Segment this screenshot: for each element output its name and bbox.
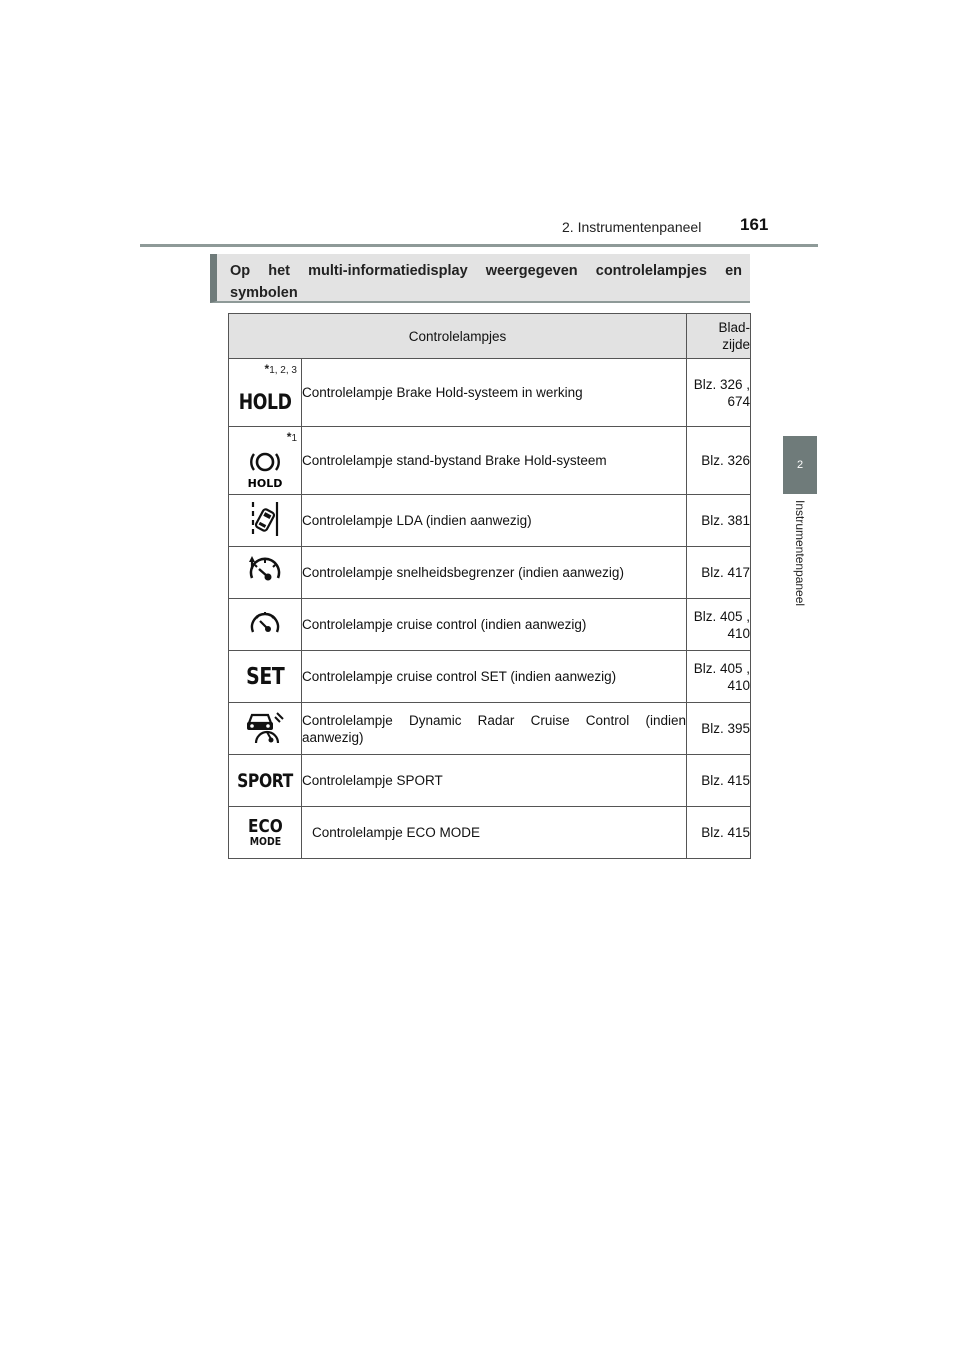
header-rule xyxy=(140,244,818,247)
row-description: Controlelampje Brake Hold-systeem in werking xyxy=(302,359,687,427)
footnote-ref: *1 xyxy=(286,430,297,444)
row-page-ref[interactable]: Blz. 381 xyxy=(687,495,751,547)
row-page-ref[interactable]: Blz. 415 xyxy=(687,807,751,859)
chapter-label: Instrumentenpaneel xyxy=(793,500,807,607)
header-page: Blad- zijde xyxy=(687,314,751,359)
table-row xyxy=(229,359,751,427)
table-header-row xyxy=(229,314,751,359)
section-heading: Op het multi-informatiedisplay weergegeven controlelampjes en symbolen xyxy=(230,263,742,301)
hold-text-icon: HOLD xyxy=(238,389,292,414)
brake-hold-standby-icon xyxy=(245,449,285,492)
row-description: Controlelampje snelheidsbegrenzer (indien aanwezig) xyxy=(302,547,687,599)
row-page-ref[interactable]: Blz. 417 xyxy=(687,547,751,599)
row-description: Controlelampje stand-bystand Brake Hold-systeem xyxy=(302,427,687,495)
lane-departure-icon xyxy=(247,500,283,541)
row-description: Controlelampje SPORT xyxy=(302,755,687,807)
row-page-ref[interactable]: Blz. 405 , 410 xyxy=(687,599,751,651)
row-page-ref[interactable]: Blz. 395 xyxy=(687,703,751,755)
set-text-icon: SET xyxy=(245,663,285,690)
eco-mode-icon: ECO MODE xyxy=(247,816,283,848)
row-description: Controlelampje cruise control (indien aanwezig) xyxy=(302,599,687,651)
page-number: 161 xyxy=(740,215,769,234)
table-row xyxy=(229,755,751,807)
row-page-ref[interactable]: Blz. 326 xyxy=(687,427,751,495)
svg-text:HOLD: HOLD xyxy=(247,477,283,489)
row-description: Controlelampje LDA (indien aanwezig) xyxy=(302,495,687,547)
radar-cruise-icon xyxy=(243,709,287,748)
footnote-ref: *1, 2, 3 xyxy=(264,362,297,376)
table-row xyxy=(229,651,751,703)
cruise-control-icon xyxy=(248,608,282,641)
table-row xyxy=(229,427,751,495)
table-row xyxy=(229,495,751,547)
row-description: Controlelampje cruise control SET (indien aanwezig) xyxy=(302,651,687,703)
sport-text-icon: SPORT xyxy=(237,769,293,792)
header-lamps: Controlelampjes xyxy=(229,314,687,359)
row-page-ref[interactable]: Blz. 326 , 674 xyxy=(687,359,751,427)
table-row xyxy=(229,703,751,755)
row-page-ref[interactable]: Blz. 405 , 410 xyxy=(687,651,751,703)
table-row xyxy=(229,547,751,599)
chapter-tab[interactable] xyxy=(783,436,817,494)
table-row xyxy=(229,807,751,859)
row-page-ref[interactable]: Blz. 415 xyxy=(687,755,751,807)
table-row xyxy=(229,599,751,651)
chapter-number: 2 xyxy=(796,459,804,471)
speed-limiter-icon xyxy=(246,554,284,591)
section-heading-box xyxy=(210,254,750,303)
row-description: Controlelampje Dynamic Radar Cruise Control (indien aanwezig) xyxy=(302,703,687,755)
running-header-title: 2. Instrumentenpaneel xyxy=(562,219,702,235)
row-description: Controlelampje ECO MODE xyxy=(302,807,687,859)
indicator-table xyxy=(228,313,751,859)
